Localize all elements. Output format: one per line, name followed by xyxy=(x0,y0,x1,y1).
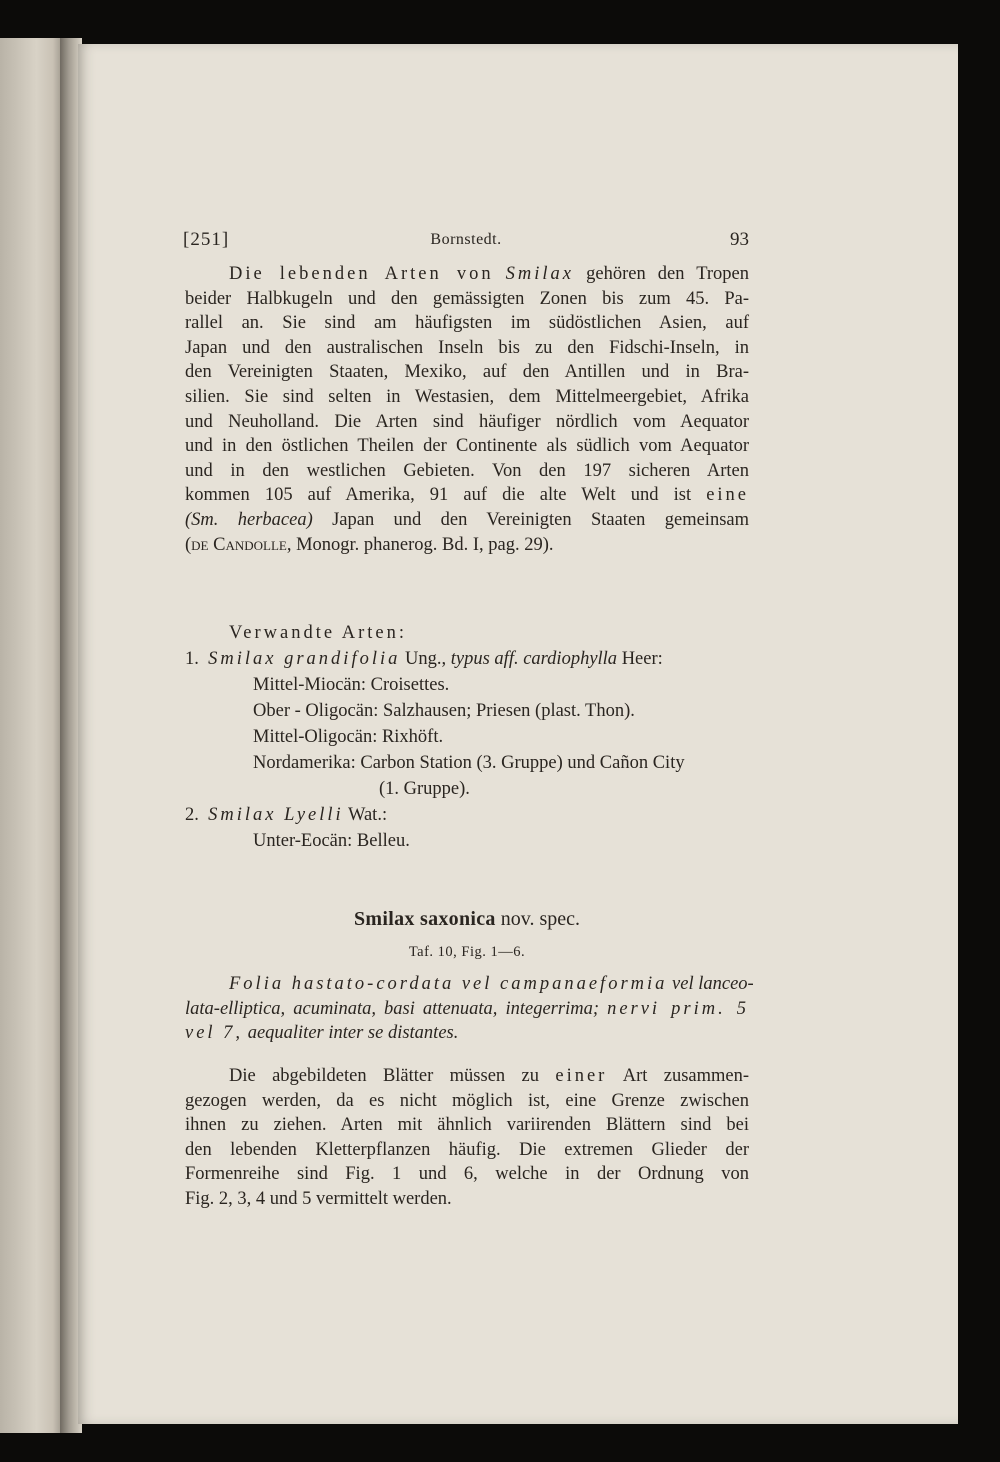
text-line: beider Halbkugeln und den gemässigten Zonen bis zum 45. Pa- xyxy=(185,288,749,309)
header-author: Bornstedt. xyxy=(430,231,502,248)
list-item xyxy=(185,802,755,828)
diagnosis-paragraph xyxy=(185,972,754,1046)
text-line: rallel an. Sie sind am häufigsten im südöstlichen Asien, auf xyxy=(185,313,749,334)
text-segment: Art zusammen- xyxy=(622,1066,750,1086)
text-segment: ( xyxy=(185,534,192,555)
locality-line: Mittel-Miocän: Croisettes. xyxy=(253,675,450,695)
text-line: und in den östlichen Theilen der Continente als südlich vom Aequator xyxy=(185,436,749,457)
text-line: gezogen werden, da es nicht möglich ist, eine Grenze zwischen xyxy=(185,1090,749,1111)
text-line: den lebenden Kletterpflanzen häufig. Die extremen Glieder der xyxy=(185,1139,749,1160)
locality-line: Nordamerika: Carbon Station (3. Gruppe) und Cañon City xyxy=(253,753,685,773)
locality-line: (1. Gruppe). xyxy=(379,779,470,799)
list-item xyxy=(185,646,755,672)
author-small-caps: de Candolle xyxy=(191,534,287,555)
text-line: ihnen zu ziehen. Arten mit ähnlich variirenden Blättern sind bei xyxy=(185,1115,749,1136)
header-original-page-number: [251] xyxy=(183,229,230,250)
text-segment: lata-elliptica, acuminata, basi attenuata, integerrima; xyxy=(185,998,599,1019)
text-line: und in den westlichen Gebieten. Von den 197 sicheren Arten xyxy=(185,460,749,481)
discussion-paragraph xyxy=(185,1064,749,1212)
text-segment: Ung., xyxy=(405,649,447,669)
text-line: Fig. 2, 3, 4 und 5 vermittelt werden. xyxy=(185,1188,452,1209)
text-line xyxy=(185,1064,749,1089)
left-page-edge xyxy=(0,38,66,1433)
locality-line: Mittel-Oligocän: Rixhöft. xyxy=(253,727,444,747)
spaced-text: nervi prim. 5 xyxy=(607,998,750,1019)
text-segment: Heer: xyxy=(621,649,663,669)
text-segment: gehören den Tropen xyxy=(586,264,750,284)
book-page xyxy=(78,44,958,1424)
related-species-list xyxy=(185,620,755,854)
text-line xyxy=(185,972,754,997)
text-line: und Neuholland. Die Arten sind häufiger nördlich vom Aequator xyxy=(185,411,749,432)
species-name: Smilax saxonica xyxy=(354,908,496,930)
spaced-text: Die lebenden Arten von xyxy=(229,264,494,284)
italic-taxon: typus aff. cardiophylla xyxy=(450,649,618,669)
text-line xyxy=(185,1021,749,1046)
spaced-text: Verwandte Arten: xyxy=(229,623,407,643)
text-line xyxy=(185,483,749,508)
italic-taxon: Smilax grandifolia xyxy=(208,649,401,669)
paragraph-distribution xyxy=(185,262,749,557)
item-number: 1. xyxy=(185,649,199,669)
locality-line: Unter-Eocän: Belleu. xyxy=(253,831,410,851)
spaced-text: vel 7, xyxy=(185,1023,244,1044)
text-segment: vel lanceo- xyxy=(672,974,754,994)
text-line: den Vereinigten Staaten, Mexiko, auf den Antillen und in Bra- xyxy=(185,362,749,383)
spaced-text: eine xyxy=(706,485,750,506)
italic-taxon: (Sm. herbacea) xyxy=(185,509,313,530)
text-segment: Wat.: xyxy=(347,805,388,825)
text-segment: Japan und den Vereinigten Staaten gemeinsam xyxy=(332,509,750,530)
text-line xyxy=(185,997,749,1022)
spaced-text: Folia hastato-cordata vel campanaeformia xyxy=(229,974,668,994)
text-segment: kommen 105 auf Amerika, 91 auf die alte Welt und ist xyxy=(185,485,692,506)
text-segment: aequaliter inter se distantes. xyxy=(247,1023,459,1044)
spaced-text: einer xyxy=(555,1066,608,1086)
text-segment: Die abgebildeten Blätter müssen zu xyxy=(229,1066,539,1086)
text-line: Formenreihe sind Fig. 1 und 6, welche in der Ordnung von xyxy=(185,1164,749,1185)
text-line xyxy=(185,262,749,287)
running-header xyxy=(183,229,749,253)
related-heading xyxy=(185,620,755,646)
italic-taxon: Smilax Lyelli xyxy=(208,805,344,825)
text-line xyxy=(185,533,749,558)
text-line xyxy=(185,508,749,533)
text-segment: , Monogr. phanerog. Bd. I, pag. 29). xyxy=(286,534,554,555)
item-number: 2. xyxy=(185,805,199,825)
text-line: silien. Sie sind selten in Westasien, dem Mittelmeergebiet, Afrika xyxy=(185,386,749,407)
locality-line: Ober - Oligocän: Salzhausen; Priesen (plast. Thon). xyxy=(253,701,635,721)
plate-reference: Taf. 10, Fig. 1—6. xyxy=(408,944,526,960)
header-page-number: 93 xyxy=(730,229,749,250)
species-title xyxy=(185,908,749,931)
text-line: Japan und den australischen Inseln bis zu den Fidschi-Inseln, in xyxy=(185,337,749,358)
species-suffix: nov. spec. xyxy=(500,908,580,930)
italic-taxon: Smilax xyxy=(505,264,575,284)
